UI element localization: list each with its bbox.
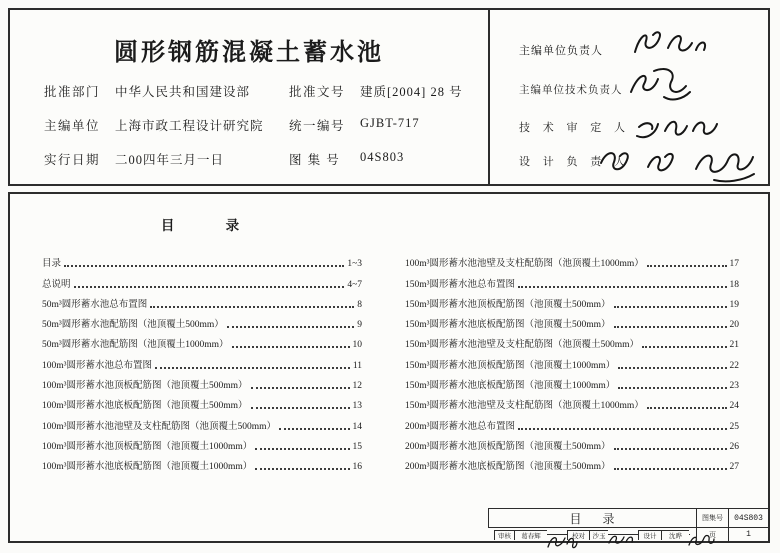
toc-entry (405, 353, 739, 373)
toc-entry-page: 23 (729, 381, 739, 392)
toc-entry-page: 10 (352, 340, 362, 351)
toc-dot-leader (255, 468, 349, 470)
toc-entry (405, 455, 739, 475)
toc-entry (42, 252, 362, 272)
designer-signature (689, 534, 690, 535)
toc-dot-leader (227, 326, 354, 328)
toc-dot-leader (614, 306, 727, 308)
reviewer-role-label: 审核 (494, 530, 514, 540)
toc-entry-title: 100m³圆形蓄水池池壁及支柱配筋图（池顶覆土1000mm） (405, 259, 644, 270)
toc-entry-title: 200m³圆形蓄水池顶板配筋图（池顶覆土500mm） (405, 441, 611, 452)
chief-editor-unit-label: 主编单位 (44, 119, 101, 133)
toc-dot-leader (255, 448, 349, 450)
toc-entry (405, 272, 739, 292)
toc-dot-leader (251, 407, 350, 409)
toc-entry (405, 374, 739, 394)
drawing-title-block (488, 508, 768, 541)
toc-entry-page: 8 (357, 299, 362, 310)
toc-dot-leader (74, 286, 345, 288)
proofreader-signature (608, 534, 638, 535)
toc-entry (42, 333, 362, 353)
toc-entry-title: 50m³圆形蓄水池总布置图 (42, 299, 148, 310)
toc-entry-page: 4~7 (347, 279, 362, 290)
toc-dot-leader (279, 428, 349, 430)
atlas-title: 圆形钢筋混凝土蓄水池 (114, 40, 384, 66)
page-label: 页 (696, 527, 728, 541)
signature-handwriting (622, 60, 698, 106)
atlas-no-label: 图 集 号 (289, 153, 341, 167)
toc-dot-leader (251, 387, 350, 389)
toc-entry-page: 18 (729, 279, 739, 290)
toc-entry (405, 435, 739, 455)
atlas-no-value: 04S803 (360, 150, 405, 164)
toc-entry-page: 22 (729, 360, 739, 371)
toc-entry-title: 目录 (42, 259, 62, 270)
toc-entry (42, 353, 362, 373)
designer-role-label: 设计 (638, 530, 661, 540)
toc-entry (405, 333, 739, 353)
design-responsible-label: 设 计 负 责 人 (519, 156, 630, 168)
page-number: 1 (728, 527, 768, 541)
toc-entry-title: 100m³圆形蓄水池池壁及支柱配筋图（池顶覆土500mm） (42, 421, 277, 432)
toc-dot-leader (642, 346, 726, 348)
title-block-sheet-title: 目 录 (488, 508, 696, 527)
chief-responsible-label: 主编单位负责人 (519, 45, 603, 57)
toc-entry-page: 13 (352, 401, 362, 412)
header-info-row (10, 82, 488, 98)
toc-dot-leader (64, 265, 344, 267)
toc-dot-leader (618, 367, 726, 369)
header-info-row (10, 116, 488, 132)
reviewer-name: 葛春辉 (514, 530, 547, 540)
signature-handwriting (605, 531, 637, 549)
toc-entry-page: 14 (352, 421, 362, 432)
atlas-number-value: 04S803 (728, 508, 768, 527)
approval-dept-label: 批准部门 (44, 85, 101, 99)
tech-approver-label: 技 术 审 定 人 (519, 122, 630, 134)
toc-entry-page: 26 (729, 441, 739, 452)
header-box (8, 8, 770, 186)
toc-dot-leader (155, 367, 350, 369)
proofreader-name: 沙玉 (589, 530, 608, 540)
chief-editor-unit-value: 上海市政工程设计研究院 (115, 119, 264, 133)
toc-entry-title: 50m³圆形蓄水池配筋图（池顶覆土500mm） (42, 320, 224, 331)
toc-entry-title: 150m³圆形蓄水池池壁及支柱配筋图（池顶覆土1000mm） (405, 401, 644, 412)
toc-entry-page: 21 (729, 340, 739, 351)
toc-entry (42, 414, 362, 434)
toc-dot-leader (518, 286, 727, 288)
toc-dot-leader (647, 407, 727, 409)
toc-dot-leader (232, 346, 350, 348)
toc-entry-title: 100m³圆形蓄水池顶板配筋图（池顶覆土500mm） (42, 381, 248, 392)
signature-handwriting (632, 110, 722, 144)
toc-dot-leader (518, 428, 727, 430)
toc-entry-title: 150m³圆形蓄水池顶板配筋图（池顶覆土1000mm） (405, 360, 616, 371)
reviewer-signature (547, 534, 567, 535)
toc-entry-title: 150m³圆形蓄水池总布置图 (405, 279, 515, 290)
signature-handwriting (594, 140, 766, 186)
toc-entry-title: 100m³圆形蓄水池底板配筋图（池顶覆土1000mm） (42, 462, 253, 473)
designer-name: 沈晔 (661, 530, 689, 540)
proofreader-role-label: 校对 (567, 530, 589, 540)
toc-dot-leader (150, 306, 354, 308)
toc-dot-leader (614, 448, 727, 450)
toc-entry-title: 50m³圆形蓄水池配筋图（池顶覆土1000mm） (42, 340, 229, 351)
toc-box (8, 192, 770, 543)
toc-entry (405, 293, 739, 313)
effective-date-label: 实行日期 (44, 153, 101, 167)
toc-column-right (405, 252, 739, 475)
toc-entry-title: 150m³圆形蓄水池顶板配筋图（池顶覆土500mm） (405, 299, 611, 310)
toc-entry (42, 293, 362, 313)
toc-column-left (42, 252, 362, 475)
toc-entry (42, 272, 362, 292)
toc-entry (405, 252, 739, 272)
title-block-staff-row (488, 527, 696, 541)
toc-entry-title: 150m³圆形蓄水池底板配筋图（池顶覆土1000mm） (405, 381, 616, 392)
toc-entry-page: 24 (729, 401, 739, 412)
toc-entry-page: 15 (352, 441, 362, 452)
toc-entry-title: 150m³圆形蓄水池底板配筋图（池顶覆土500mm） (405, 320, 611, 331)
toc-heading: 目 录 (160, 218, 242, 233)
header-info-row (10, 150, 488, 166)
toc-entry-page: 16 (352, 462, 362, 473)
toc-entry-title: 总说明 (42, 279, 71, 290)
signature-panel (490, 10, 768, 184)
chief-tech-responsible-label: 主编单位技术负责人 (519, 85, 623, 96)
unified-no-value: GJBT-717 (360, 116, 420, 130)
toc-entry-title: 150m³圆形蓄水池池壁及支柱配筋图（池顶覆土500mm） (405, 340, 640, 351)
effective-date-value: 二00四年三月一日 (115, 153, 225, 167)
approval-dept-value: 中华人民共和国建设部 (115, 85, 251, 99)
toc-entry-title: 200m³圆形蓄水池总布置图 (405, 421, 515, 432)
toc-entry-page: 17 (729, 259, 739, 270)
toc-entry (405, 394, 739, 414)
toc-entry-page: 11 (352, 360, 362, 371)
toc-dot-leader (647, 265, 727, 267)
toc-entry-page: 19 (729, 299, 739, 310)
toc-entry-page: 12 (352, 381, 362, 392)
toc-entry-title: 100m³圆形蓄水池底板配筋图（池顶覆土500mm） (42, 401, 248, 412)
toc-entry (42, 374, 362, 394)
toc-entry (42, 394, 362, 414)
toc-dot-leader (618, 387, 726, 389)
approval-doc-no-label: 批准文号 (289, 85, 346, 99)
toc-dot-leader (614, 326, 727, 328)
toc-dot-leader (614, 468, 727, 470)
toc-entry-page: 20 (729, 320, 739, 331)
toc-entry (405, 313, 739, 333)
approval-doc-no-value: 建质[2004] 28 号 (360, 85, 463, 99)
toc-entry-page: 1~3 (347, 259, 362, 270)
toc-entry-title: 100m³圆形蓄水池总布置图 (42, 360, 152, 371)
toc-entry-title: 100m³圆形蓄水池顶板配筋图（池顶覆土1000mm） (42, 441, 253, 452)
toc-entry-title: 200m³圆形蓄水池底板配筋图（池顶覆土500mm） (405, 462, 611, 473)
toc-entry (405, 414, 739, 434)
unified-no-label: 统一编号 (289, 119, 346, 133)
toc-entry-page: 25 (729, 421, 739, 432)
atlas-number-label: 图集号 (696, 508, 728, 527)
toc-entry (42, 435, 362, 455)
toc-entry-page: 9 (357, 320, 362, 331)
toc-entry (42, 455, 362, 475)
toc-entry-page: 27 (729, 462, 739, 473)
toc-entry (42, 313, 362, 333)
